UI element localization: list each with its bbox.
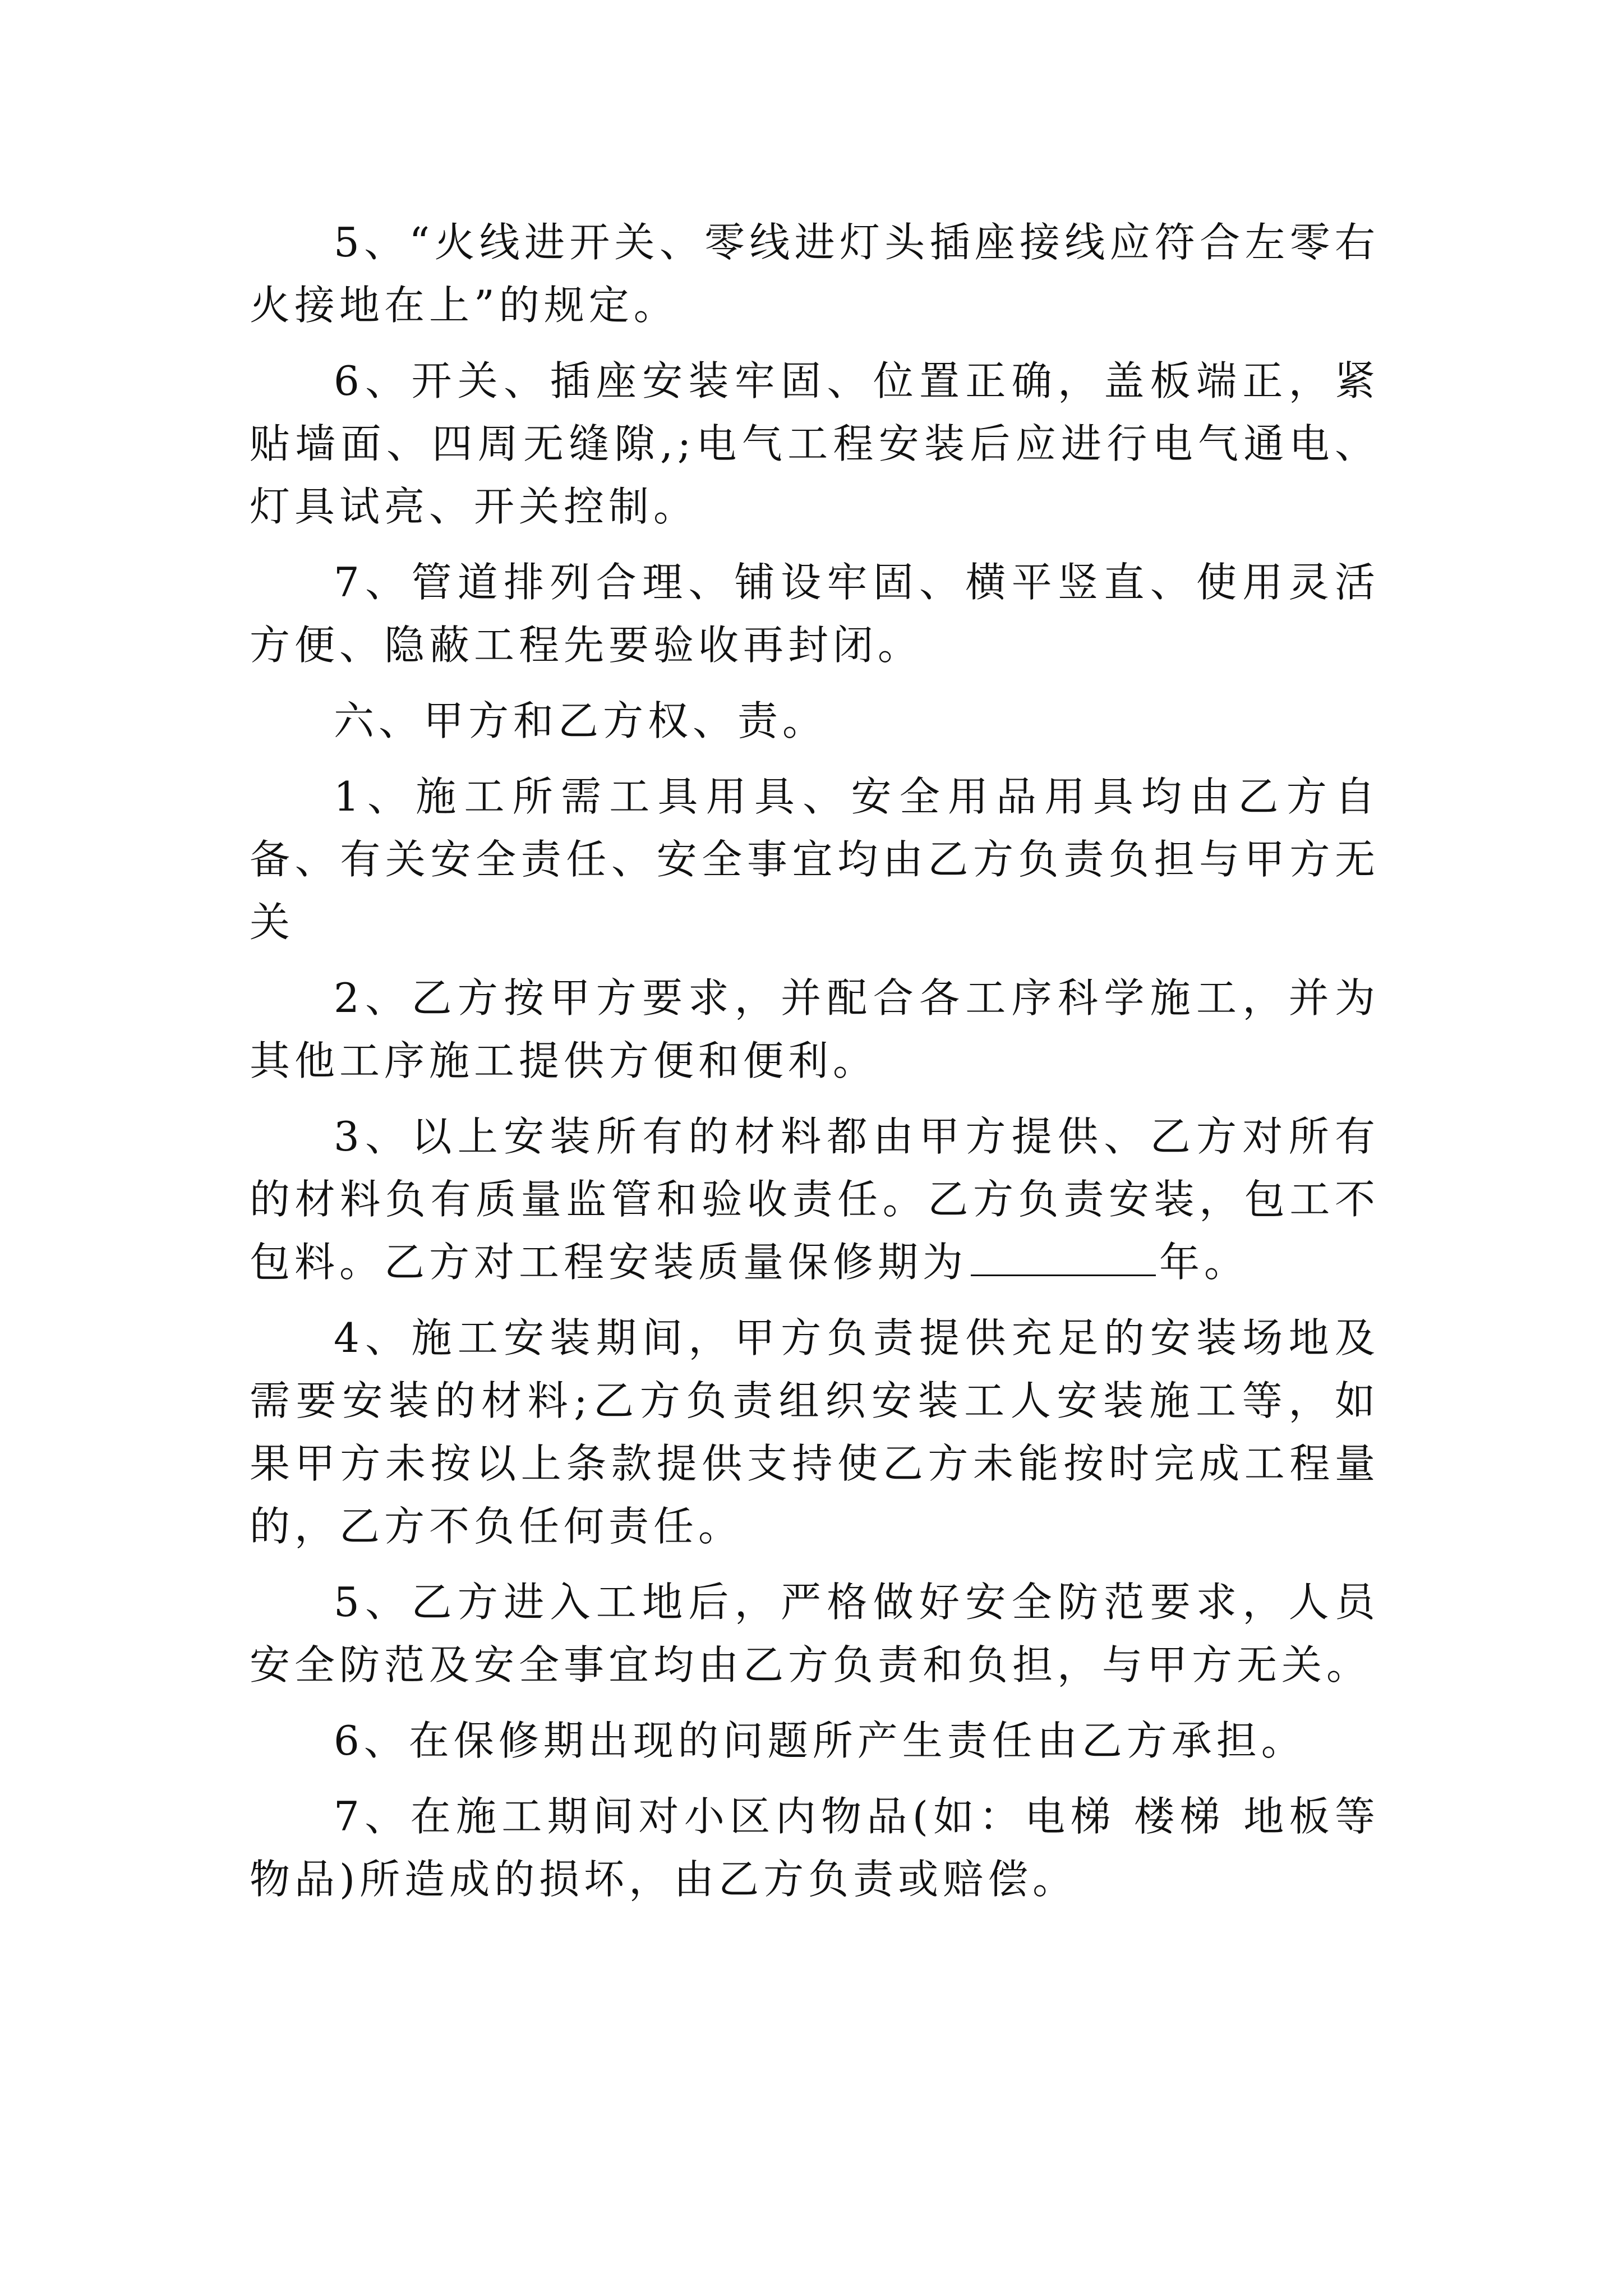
duty-3-materials-warranty [250, 1105, 1380, 1294]
clause-5-wiring: 5、“火线进开关、零线进灯头插座接线应符合左零右火接地在上”的规定。 [250, 219, 1380, 329]
document-body [250, 211, 1380, 1924]
duty-6-warranty-liability: 6、在保修期出现的问题所产生责任由乙方承担。 [334, 1717, 1306, 1764]
section-heading-rights-responsibilities: 六、甲方和乙方权、责。 [334, 697, 828, 744]
duty-5-site-safety: 5、乙方进入工地后，严格做好安全防范要求，人员安全防范及安全事宜均由乙方负责和负担，与甲方无关。 [250, 1579, 1380, 1688]
clause-7-pipes: 7、管道排列合理、铺设牢固、横平竖直、使用灵活方便、隐蔽工程先要验收再封闭。 [250, 559, 1380, 669]
duty-7-damage-compensation: 7、在施工期间对小区内物品(如：电梯 楼梯 地板等物品)所造成的损坏，由乙方负责或赔偿。 [250, 1793, 1380, 1903]
duty-4-site-materials: 4、施工安装期间，甲方负责提供充足的安装场地及需要安装的材料;乙方负责组织安装工人安装施工等，如果甲方未按以上条款提供支持使乙方未能按时完成工程量的，乙方不负任何责任。 [250, 1314, 1380, 1550]
warranty-text: 3、以上安装所有的材料都由甲方提供、乙方对所有的材料负有质量监管和验收责任。乙方负责安装，包工不包料。乙方对工程安装质量保修期为 [250, 1113, 1380, 1286]
warranty-years-blank [971, 1234, 1156, 1276]
warranty-suffix: 年。 [1159, 1239, 1249, 1286]
duty-2-cooperation: 2、乙方按甲方要求，并配合各工序科学施工，并为其他工序施工提供方便和便利。 [250, 974, 1380, 1084]
duty-1-tools-safety: 1、施工所需工具用具、安全用品用具均由乙方自备、有关安全责任、安全事宜均由乙方负责负担与甲方无关 [250, 773, 1380, 946]
clause-6-switch-socket: 6、开关、插座安装牢固、位置正确，盖板端正，紧贴墙面、四周无缝隙,;电气工程安装后应进行电气通电、灯具试亮、开关控制。 [250, 357, 1380, 530]
